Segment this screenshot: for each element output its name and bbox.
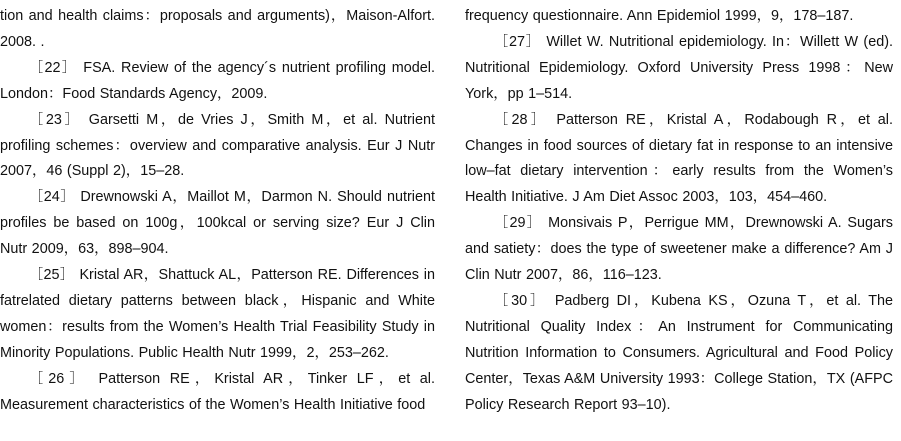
reference-text: Kristal AR，Shattuck AL，Patterson RE. Differences in fatrelated dietary patterns between black，Hispanic and White women：results from the Women’s Health Trial Feasibility Study in Minority Populations. Public Health Nutr 1999，2，253–262. [0, 267, 436, 361]
reference-number: ［29］ [493, 215, 543, 232]
left-column [0, 4, 435, 419]
reference-text: Drewnowski A，Maillot M，Darmon N. Should nutrient profiles be based on 100g，100kcal or serving size? Eur J Clin Nutr 2009，63，898–904. [0, 189, 435, 258]
reference-23 [0, 108, 435, 186]
reference-text: Monsivais P，Perrigue MM，Drewnowski A. Sugars and satiety：does the type of sweetener make a difference? Am J Clin Nutr 2007，86，116–123. [465, 215, 894, 284]
reference-28 [465, 108, 893, 212]
reference-number: ［25］ [28, 267, 75, 284]
reference-30 [465, 289, 893, 419]
reference-number: ［27］ [493, 33, 542, 50]
reference-22 [0, 56, 435, 108]
reference-26 [0, 367, 435, 419]
reference-number: ［24］ [28, 189, 76, 206]
reference-29 [465, 211, 893, 289]
reference-number: ［23］ [28, 111, 82, 128]
reference-continuation: tion and health claims：proposals and arguments)，Maison-Alfort. 2008. . [0, 8, 435, 50]
reference-number: ［22］ [28, 59, 78, 76]
right-column [465, 4, 893, 419]
reference-text: Padberg DI，Kubena KS，Ozuna T，et al. The Nutritional Quality Index：An Instrument for Communicating Nutrition Information to Consumers. Agricultural and Food Policy Center，Texas A&M University 1993：College Station，TX (AFPC Policy Research Report 93–10). [465, 292, 894, 413]
reference-number: ［30］ [493, 292, 548, 309]
reference-text: Garsetti M，de Vries J，Smith M，et al. Nutrient profiling schemes：overview and comparative analysis. Eur J Nutr 2007，46 (Suppl 2)，15–28. [0, 111, 436, 180]
reference-24 [0, 185, 435, 263]
reference-text: Willet W. Nutritional epidemiology. In：Willett W (ed). Nutritional Epidemiology. Oxford University Press 1998：New York，pp 1–514. [465, 33, 893, 102]
reference-number: ［28］ [493, 111, 549, 128]
reference-27 [465, 30, 893, 108]
reference-text: Patterson RE，Kristal AR，Tinker LF，et al. Measurement characteristics of the Women’s Health Initiative food [0, 370, 435, 413]
reference-text: Patterson RE，Kristal A，Rodabough R，et al. Changes in food sources of dietary fat in response to an intensive low–fat dietary intervention：early results from the Women’s Health Initiative. J Am Diet Assoc 2003，103，454–460. [465, 111, 893, 206]
reference-continuation: frequency questionnaire. Ann Epidemiol 1999，9，178–187. [465, 8, 854, 24]
reference-number: ［26］ [28, 370, 89, 387]
reference-text: FSA. Review of the agency´s nutrient profiling model. London：Food Standards Agency，2009. [0, 59, 435, 102]
reference-25 [0, 263, 435, 367]
